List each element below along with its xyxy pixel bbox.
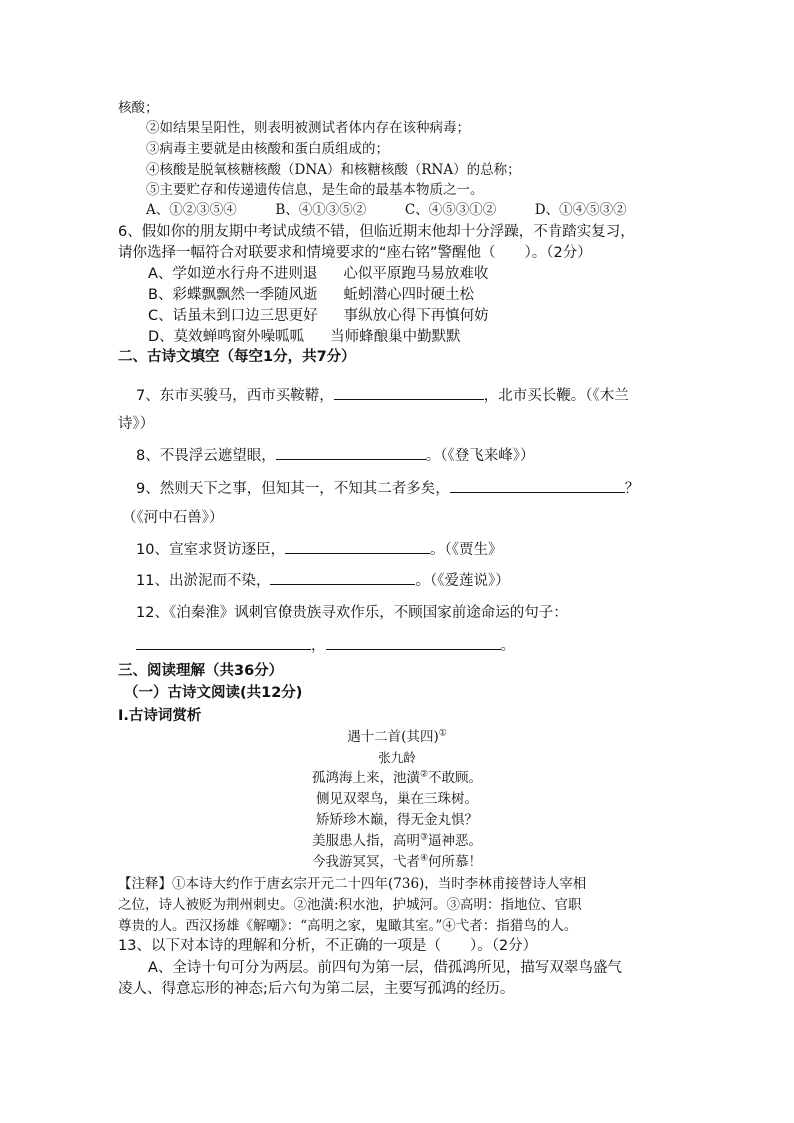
poem-line-1 bbox=[0, 768, 794, 788]
q7-prefix: 7、东市买骏马，西市买鞍鞯， bbox=[136, 388, 334, 404]
q8-prefix: 8、不畏浮云遮望眼， bbox=[136, 448, 276, 464]
section2-title: 二、古诗文填空（每空1分，共7分） bbox=[118, 349, 356, 365]
q6-c-upper: C、话虽未到口边三思更好 bbox=[148, 308, 318, 324]
q12-period: 。 bbox=[500, 638, 515, 654]
q6-b-lower: 蚯蚓潜心四时硬土松 bbox=[343, 287, 474, 303]
q6-b-upper: B、彩蝶飘飘然一季随风逝 bbox=[148, 287, 318, 303]
q7-suffix: ，北市买长鞭。（《木兰 bbox=[483, 388, 629, 404]
q11-prefix: 11、出淤泥而不染， bbox=[136, 573, 271, 589]
q6-line-2: 请你选择一幅符合对联要求和情境要求的“座右铭”警醒他（ ）。（2分） bbox=[118, 245, 592, 261]
poem-author: 张九龄 bbox=[378, 750, 416, 765]
poem-line-1-a: 孤鸿海上来，池潢 bbox=[311, 770, 420, 786]
q13-stem: 13、以下对本诗的理解和分析，不正确的一项是（ ）。（2分） bbox=[118, 938, 538, 954]
q12-comma: ， bbox=[311, 638, 326, 654]
q6-d-upper: D、莫效蝉鸣窗外噪呱呱 bbox=[148, 329, 305, 345]
q6-option-a bbox=[148, 263, 488, 285]
poem-title-note-mark: ① bbox=[438, 728, 447, 739]
poem-line-5-a: 今我游冥冥，弋者 bbox=[311, 854, 420, 870]
q11 bbox=[136, 569, 510, 592]
section3-subtitle-2: Ⅰ.古诗词赏析 bbox=[118, 708, 202, 724]
q8-suffix: 。（《登飞来峰》） bbox=[425, 448, 535, 464]
q8-answer-blank[interactable] bbox=[276, 444, 426, 460]
q6-d-lower: 当师蜂酿巢中勤默默 bbox=[330, 329, 461, 345]
poem-line-4 bbox=[0, 831, 794, 851]
section3-title: 三、阅读理解（共36分） bbox=[118, 663, 284, 679]
q6-option-d bbox=[148, 326, 461, 348]
q9-line-2: （《河中石兽》） bbox=[122, 510, 224, 526]
q10-prefix: 10、宣室求贤访逐臣， bbox=[136, 542, 285, 558]
poem-line-4-note-mark: ③ bbox=[419, 832, 429, 843]
q5-line-3: ④核酸是脱氧核糖核酸（DNA）和核糖核酸（RNA）的总称； bbox=[146, 162, 521, 178]
q13-option-a-line-2: 凌人、得意忘形的神态;后六句为第二层，主要写孤鸿的经历。 bbox=[118, 981, 515, 997]
poem-line-4-b: 逼神恶。 bbox=[428, 833, 483, 849]
q9-prefix: 9、然则天下之事，但知其一，不知其二者多矣， bbox=[136, 481, 450, 497]
q5-line-0: 核酸； bbox=[118, 100, 159, 116]
q12-answer-blank-1[interactable] bbox=[136, 634, 311, 650]
poem-line-1-b: 不敢顾。 bbox=[428, 770, 483, 786]
q5-options bbox=[146, 200, 627, 220]
q6-a-upper: A、学如逆水行舟不进则退 bbox=[148, 266, 318, 282]
q8 bbox=[136, 444, 534, 467]
q7-line-2: 诗》） bbox=[118, 416, 155, 432]
poem-line-2: 侧见双翠鸟，巢在三珠树。 bbox=[316, 791, 478, 807]
q6-c-lower: 事纵放心得下再慎何妨 bbox=[343, 308, 489, 324]
q10-answer-blank[interactable] bbox=[285, 538, 430, 554]
poem-line-5 bbox=[0, 852, 794, 872]
q5-line-1: ②如结果呈阳性，则表明被测试者体内存在该种病毒； bbox=[146, 120, 470, 136]
q6-option-b bbox=[148, 284, 474, 306]
q10 bbox=[136, 538, 502, 561]
q5-option-a: A、①②③⑤④ bbox=[146, 202, 237, 218]
note-line-1: 【注释】①本诗大约作于唐玄宗开元二十四年(736)，当时李林甫接替诗人宰相 bbox=[118, 876, 587, 892]
q6-line-1: 6、假如你的朋友期中考试成绩不错，但临近期末他却十分浮躁，不肯踏实复习， bbox=[118, 224, 635, 240]
note-line-2: 之位，诗人被贬为荆州刺史。②池潢:积水池，护城河。③高明：指地位、官职 bbox=[118, 897, 582, 913]
poem-line-3: 矫矫珍木巅，得无金丸惧？ bbox=[316, 812, 478, 828]
q5-line-4: ⑤主要贮存和传递遗传信息，是生命的最基本物质之一。 bbox=[146, 182, 484, 198]
q10-suffix: 。（《贾生》 bbox=[429, 542, 503, 558]
q13-option-a-line-1: A、全诗十句可分为两层。前四句为第一层，借孤鸿所见，描写双翠鸟盛气 bbox=[148, 960, 622, 976]
note-line-3: 尊贵的人。西汉扬雄《解嘲》：“高明之家，鬼瞰其室。”④弋者：指猎鸟的人。 bbox=[118, 918, 578, 934]
poem-line-1-note-mark: ② bbox=[419, 769, 429, 780]
q5-option-b: B、④①③⑤② bbox=[275, 202, 367, 218]
poem-line-4-a: 美服患人指，高明 bbox=[311, 833, 420, 849]
poem-title-text: 遇十二首(其四) bbox=[347, 729, 439, 745]
q11-answer-blank[interactable] bbox=[270, 569, 415, 585]
section3-subtitle-1: （一）古诗文阅读(共12分) bbox=[124, 685, 303, 701]
q6-a-lower: 心似平原跑马易放难收 bbox=[343, 266, 489, 282]
poem-line-5-note-mark: ④ bbox=[419, 853, 429, 864]
q9-line-1 bbox=[136, 477, 639, 500]
q12-line-2 bbox=[136, 634, 515, 657]
q7-line-1 bbox=[136, 384, 629, 407]
q5-option-d: D、①④⑤③② bbox=[534, 202, 627, 218]
q12-answer-blank-2[interactable] bbox=[326, 634, 501, 650]
poem-line-5-b: 何所慕！ bbox=[428, 854, 483, 870]
q12-line-1: 12、《泊秦淮》讽刺官僚贵族寻欢作乐，不顾国家前途命运的句子： bbox=[136, 605, 568, 621]
q11-suffix: 。（《爱莲说》） bbox=[415, 573, 510, 589]
q5-option-c: C、④⑤③①② bbox=[404, 202, 497, 218]
q5-line-2: ③病毒主要就是由核酸和蛋白质组成的； bbox=[146, 141, 389, 157]
q9-answer-blank[interactable] bbox=[450, 477, 625, 493]
q6-option-c bbox=[148, 305, 489, 327]
q7-answer-blank[interactable] bbox=[334, 384, 484, 400]
q9-suffix: ？ bbox=[624, 481, 640, 497]
poem-title bbox=[0, 727, 794, 747]
